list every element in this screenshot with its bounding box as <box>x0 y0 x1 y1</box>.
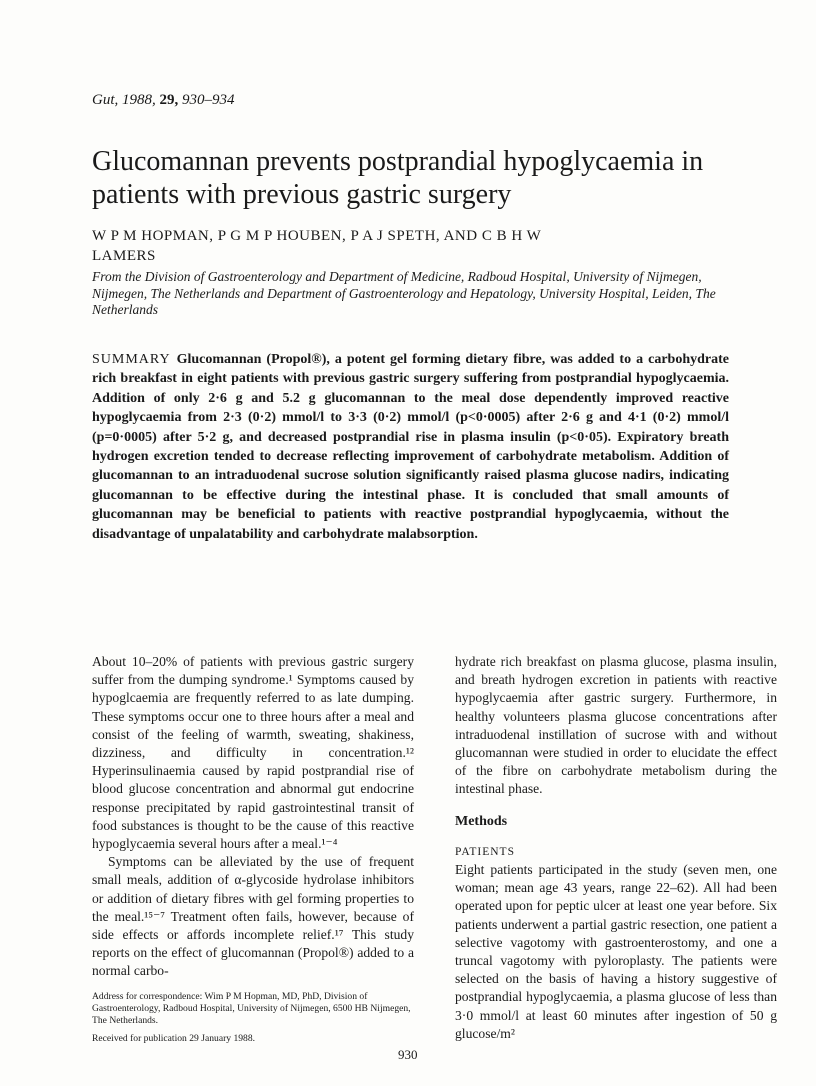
journal-citation <box>92 92 235 109</box>
summary-label: SUMMARY <box>92 352 171 367</box>
article-title: Glucomannan prevents postprandial hypoglycaemia in patients with previous gastric surgery <box>92 146 704 210</box>
affiliation: From the Division of Gastroenterology and Department of Medicine, Radboud Hospital, University of Nijmegen, Nijmegen, The Netherlands and Department of Gastroenterology and Hepatology, University Hospital, Leiden, The Netherlands <box>92 269 716 317</box>
journal-pages: 930–934 <box>182 92 235 108</box>
author-list: W P M HOPMAN, P G M P HOUBEN, P A J SPETH, AND C B H W LAMERS <box>92 228 542 264</box>
received-date: Received for publication 29 January 1988. <box>92 1033 256 1044</box>
page-number: 930 <box>398 1047 418 1062</box>
correspondence-note: Address for correspondence: Wim P M Hopman, MD, PhD, Division of Gastroenterology, Radboud Hospital, University of Nijmegen, 6500 HB Nijmegen, The Netherlands. <box>92 991 411 1026</box>
patients-subheading: PATIENTS <box>455 845 515 858</box>
journal-volume: 29, <box>159 92 179 108</box>
journal-year: 1988, <box>122 92 156 108</box>
intro-paragraph-2: Symptoms can be alleviated by the use of frequent small meals, addition of α-glycoside hydrolase inhibitors or addition of dietary fibres with gel forming properties to the meal.¹⁵⁻⁷ Treatment often fails, however, because of side effects or affords incomplete relief.¹⁷ This study reports on the effect of glucomannan (Propol®) added to a normal carbo- <box>92 854 414 979</box>
summary-abstract <box>92 350 729 544</box>
methods-heading: Methods <box>455 813 508 829</box>
right-column <box>455 653 777 1043</box>
intro-paragraph-1: About 10–20% of patients with previous gastric surgery suffer from the dumping syndrome.¹ Symptoms caused by hypoglcaemia are frequently referred to as late dumping. These symptoms occur one to three hours after a meal and consist of the feeling of warmth, sweating, shakiness, dizziness, and difficulty in concentration.¹² Hyperinsulinaemia caused by rapid postprandial rise of blood glucose concentration and abnormal gut endocrine response precipitated by rapid gastrointestinal transit of food substances is thought to be the cause of this reactive hypoglycaemia several hours after a meal.¹⁻⁴ <box>92 654 414 852</box>
left-column <box>92 653 414 981</box>
journal-name: Gut, <box>92 92 119 108</box>
patients-paragraph: Eight patients participated in the study (seven men, one woman; mean age 43 years, range 22–62). All had been operated upon for peptic ulcer at least one year before. Six patients underwent a partial gastric resection, one patient a selective vagotomy with gastroenterostomy, and one a truncal vagotomy with pyloroplasty. The patients were selected on the basis of having a history suggestive of postprandial hypoglycaemia, a plasma glucose of less than 3·0 mmol/l at least 60 minutes after ingestion of 50 g glucose/m² <box>455 862 777 1041</box>
intro-paragraph-3: hydrate rich breakfast on plasma glucose, plasma insulin, and breath hydrogen excretion in patients with reactive hypoglycaemia after gastric surgery. Furthermore, in healthy volunteers plasma glucose concentrations after intraduodenal instillation of sucrose with and without glucomannan were studied in order to elucidate the effect of the fibre on carbohydrate metabolism during the intestinal phase. <box>455 654 777 797</box>
summary-text: Glucomannan (Propol®), a potent gel forming dietary fibre, was added to a carbohydrate rich breakfast in eight patients with previous gastric surgery suffering from postprandial hypoglycaemia. Addition of only 2·6 g and 5.2 g glucomannan to the meal dose dependently improved reactive hypoglycaemia from 2·3 (0·2) mmol/l to 3·3 (0·2) mmol/l (p<0·0005) after 2·6 g and 4·1 (0·2) mmol/l (p=0·0005) after 5·2 g, and decreased postprandial rise in plasma insulin (p<0·05). Expiratory breath hydrogen excretion tended to decrease reflecting improvement of carbohydrate metabolism. Addition of glucomannan to an intraduodenal sucrose solution significantly raised plasma glucose nadirs, indicating glucomannan to be effective during the intestinal phase. It is concluded that small amounts of glucomannan may be beneficial to patients with reactive postprandial hypoglycaemia, without the disadvantage of unpalatability and carbohydrate malabsorption. <box>92 352 729 542</box>
